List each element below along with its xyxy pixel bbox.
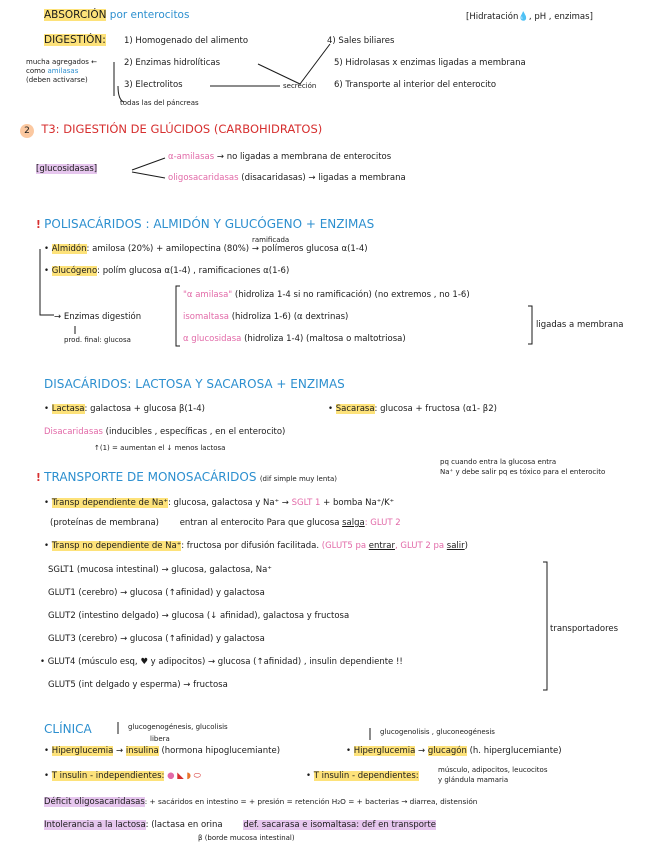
digestion-step-6: 6) Transporte al interior del enterocito [334, 80, 497, 90]
arrow-amilasas [132, 158, 165, 170]
sacarasa-line: • Sacarasa: glucosa + fructosa (α1- β2) [328, 404, 497, 414]
sacarasa-word: Sacarasa [335, 404, 375, 414]
transporter-row: • GLUT4 (músculo esq, ♥ y adipocitos) → glucosa (↑afinidad) , insulin dependiente !! [40, 657, 403, 667]
amilasas-desc: → no ligadas a membrana de enterocitos [216, 152, 392, 162]
entran-text: entran al enterocito Para que glucosa [179, 518, 340, 528]
digestion-step-4: 4) Sales biliares [327, 36, 395, 46]
glut2-pa-label: , GLUT 2 pa [394, 541, 445, 551]
alfa-amilasa-desc: (hidroliza 1-4 si no ramificación) (no extremos , no 1-6) [234, 290, 470, 300]
transporter-row: GLUT5 (int delgado y esperma) → fructosa [48, 680, 228, 690]
glucidos-title: T3: DIGESTIÓN DE GLÚCIDOS (CARBOHIDRATOS) [41, 122, 323, 136]
alert-mark: ! [36, 219, 41, 231]
amilasas-note: amilasas [47, 67, 79, 75]
top-note-1: pq cuando entra la glucosa entra [440, 458, 557, 466]
salir-word: salir [446, 541, 465, 551]
almidon-line: • Almidón: amilosa (20%) + amilopectina (80%) → polímeros glucosa α(1-4) [44, 244, 368, 254]
left-note-2: como amilasas [26, 67, 79, 75]
arrow-sales-secrecion [300, 44, 330, 84]
glucogeno-line: • Glucógeno: polím glucosa α(1-4) , ramificaciones α(1-6) [44, 266, 290, 276]
glut2-label: : GLUT 2 [364, 518, 401, 528]
isomaltasa-word: isomaltasa [183, 312, 230, 322]
glucosidasas-text: [glucosidasas] [36, 164, 98, 174]
glucosidasa-desc: (hidroliza 1-4) (maltosa o maltotriosa) [244, 334, 406, 344]
sacarasa-deficit: def. sacarasa e isomaltasa: def en transporte [243, 820, 436, 830]
transp-no-dependiente-line: • Transp no dependiente de Na⁺: fructosa por difusión facilitada. (GLUT5 pa entrar, GLUT 2 pa salir) [44, 541, 468, 551]
oligo-word: oligosacaridasas [168, 173, 239, 183]
section-title-clinica [44, 723, 92, 737]
section-number-badge: 2 [20, 124, 34, 138]
almidon-desc: : amilosa (20%) + amilopectina (80%) → polímeros glucosa α(1-4) [86, 244, 368, 254]
proteinas-line [50, 518, 401, 528]
digestion-step-2: 2) Enzimas hidrolíticas [124, 58, 221, 68]
brace-transportadores [543, 562, 547, 690]
section-title-absorcion [44, 9, 189, 22]
transp-nodep-word: Transp no dependiente de Na⁺ [51, 541, 182, 551]
absorcion-word: ABSORCIÓN [44, 9, 107, 21]
transporte-note: (dif simple muy lenta) [259, 475, 338, 483]
disacaridasas-desc: (inducibles , específicas , en el enterocito) [105, 427, 286, 437]
liver-icon: ◣ [177, 771, 184, 781]
transportadores-label: transportadores [550, 624, 619, 634]
polisacaridos-title: POLISACÁRIDOS : ALMIDÓN Y GLUCÓGENO + ENZIMAS [44, 217, 375, 231]
glucosidasa-word: α glucosidasa [183, 334, 242, 344]
glucogeno-desc: : polím glucosa α(1-4) , ramificaciones α(1-6) [97, 266, 290, 276]
glucogeno-word: Glucógeno [51, 266, 98, 276]
t-insulin-dependientes-line: • T insulin - dependientes: [306, 771, 419, 781]
left-note-3: (deben activarse) [26, 76, 88, 84]
secrecion-label: secreción [283, 82, 317, 90]
glucagon-word: glucagón [427, 746, 467, 756]
hiperglucemia-word-2: Hiperglucemia [353, 746, 416, 756]
enzyme-isomaltasa [183, 312, 348, 322]
transporter-row: GLUT3 (cerebro) → glucosa (↑afinidad) y galactosa [48, 634, 265, 644]
proteinas-text: (proteínas de membrana) [50, 518, 159, 528]
producto-final: prod. final: glucosa [64, 336, 131, 344]
kidney-icon: ◗ [186, 771, 191, 781]
transp-nodep-desc: : fructosa por difusión facilitada. [181, 541, 320, 551]
oligo-line [168, 173, 406, 183]
ramificada-note: ramificada [252, 236, 290, 244]
deficit-line [44, 797, 477, 807]
blood-cell-icon: ⬭ [193, 771, 201, 781]
entrar-word: entrar [368, 541, 395, 551]
t-insulin-independientes-line: • T insulin - independientes: ● ◣ ◗ ⬭ [44, 771, 201, 781]
lactasa-line: • Lactasa: galactosa + glucosa β(1-4) [44, 404, 205, 414]
hiperglucemia-glucagon-line: • Hiperglucemia → glucagón (h. hiperglucemiante) [346, 746, 562, 756]
arrow-enzimas-secrecion [258, 64, 300, 84]
ligadas-membrana-note: ligadas a membrana [536, 320, 624, 330]
left-note-1: mucha agregados ← [26, 58, 98, 66]
bracket-polisacaridos [40, 249, 54, 315]
brain-icon: ● [167, 771, 175, 781]
isomaltasa-desc: (hidroliza 1-6) (α dextrinas) [231, 312, 349, 322]
disacaridos-title: DISACÁRIDOS: LACTOSA Y SACAROSA + ENZIMAS [44, 377, 345, 391]
glut5-label: (GLUT5 pa [321, 541, 367, 551]
disacaridasas-word: Disacaridasas [44, 427, 103, 437]
section-title-glucidos [20, 123, 322, 138]
section-title-polisacaridos [36, 218, 374, 232]
brace-ligadas [528, 306, 532, 344]
insulina-desc: (hormona hipoglucemiante) [161, 746, 281, 756]
arrow-oligo [132, 172, 165, 178]
transp-dep-desc: : glucosa, galactosa y Na⁺ → [167, 498, 289, 508]
disacaridasas-line [44, 427, 285, 437]
tdep-word: T insulin - dependientes: [313, 771, 419, 781]
brace-enzimas [176, 286, 180, 346]
enzyme-alfa-glucosidasa [183, 334, 406, 344]
section-title-transporte [36, 471, 337, 485]
transp-dep-word: Transp dependiente de Na⁺ [51, 498, 168, 508]
amilasas-word: α-amilasas [168, 152, 215, 162]
disacaridasas-note: ↑(1) = aumentan el ↓ menos lactosa [94, 444, 226, 452]
enterocitos-word: enterocitos [130, 9, 190, 21]
clinica-note-2: glucogenolisis , gluconeogénesis [380, 728, 495, 736]
intolerancia-line [44, 820, 436, 830]
tdep-desc-2: y glándula mamaria [438, 776, 509, 784]
digestion-step-5: 5) Hidrolasas x enzimas ligadas a membrana [334, 58, 526, 68]
oligo-desc: (disacaridasas) → ligadas a membrana [241, 173, 406, 183]
digestion-step-1: 1) Homogenado del alimento [124, 36, 249, 46]
digestion-step-3: 3) Electrolitos [124, 80, 183, 90]
salga-word: salga [342, 518, 365, 528]
bomba-label: + bomba Na⁺/K⁺ [323, 498, 395, 508]
clinica-title: CLÍNICA [44, 722, 92, 736]
deficit-word: Déficit oligosacaridasas [44, 797, 145, 807]
enzyme-alfa-amilasa [183, 290, 470, 300]
digestion-word: DIGESTIÓN: [44, 34, 106, 46]
transporter-row: SGLT1 (mucosa intestinal) → glucosa, galactosa, Na⁺ [48, 565, 272, 575]
tdep-desc-1: músculo, adipocitos, leucocitos [438, 766, 548, 774]
intolerancia-note: β (borde mucosa intestinal) [198, 834, 295, 842]
tind-word: T insulin - independientes: [51, 771, 165, 781]
section-title-disacaridos [44, 378, 345, 392]
alert-mark-2: ! [36, 472, 41, 484]
absorption-factors: [Hidratación💧, pH , enzimas] [466, 12, 593, 22]
amilasas-line [168, 152, 391, 162]
alfa-amilasa-word: "α amilasa" [183, 290, 233, 300]
hiperglucemia-word: Hiperglucemia [51, 746, 114, 756]
transporte-title: TRANSPORTE DE MONOSACÁRIDOS [44, 470, 257, 484]
lactasa-word: Lactasa [51, 404, 85, 414]
sacarasa-desc: : glucosa + fructosa (α1- β2) [374, 404, 497, 414]
transp-dependiente-line: • Transp dependiente de Na⁺: glucosa, galactosa y Na⁺ → SGLT 1 + bomba Na⁺/K⁺ [44, 498, 395, 508]
hiperglucemia-insulina-line: • Hiperglucemia → insulina (hormona hipoglucemiante) [44, 746, 281, 756]
almidon-word: Almidón [51, 244, 87, 254]
lactasa-desc: : galactosa + glucosa β(1-4) [84, 404, 205, 414]
intolerancia-desc: : (lactasa en orina [145, 820, 223, 830]
sglt1-label: SGLT 1 [291, 498, 321, 508]
clinica-note-libera: libera [150, 735, 170, 743]
glucosidasas-bracket [36, 164, 97, 174]
intolerancia-word: Intolerancia a la lactosa [44, 820, 146, 830]
enzimas-digestion: → Enzimas digestión [54, 312, 142, 322]
transporter-row: GLUT1 (cerebro) → glucosa (↑afinidad) y galactosa [48, 588, 265, 598]
glucagon-desc: (h. hiperglucemiante) [469, 746, 562, 756]
insulina-word: insulina [125, 746, 159, 756]
clinica-note-1: glucogenogénesis, glucolisis [128, 723, 228, 731]
deficit-desc: : + sacáridos en intestino = + presión = retención H₂O = + bacterias → diarrea, distensión [144, 797, 478, 806]
por-word: por [109, 9, 128, 21]
transporter-row: GLUT2 (intestino delgado) → glucosa (↓ afinidad), galactosa y fructosa [48, 611, 350, 621]
top-note-2: Na⁺ y debe salir pq es tóxico para el enterocito [440, 468, 606, 476]
digestion-label [44, 34, 106, 47]
pancreas-note: todas las del páncreas [120, 99, 199, 107]
